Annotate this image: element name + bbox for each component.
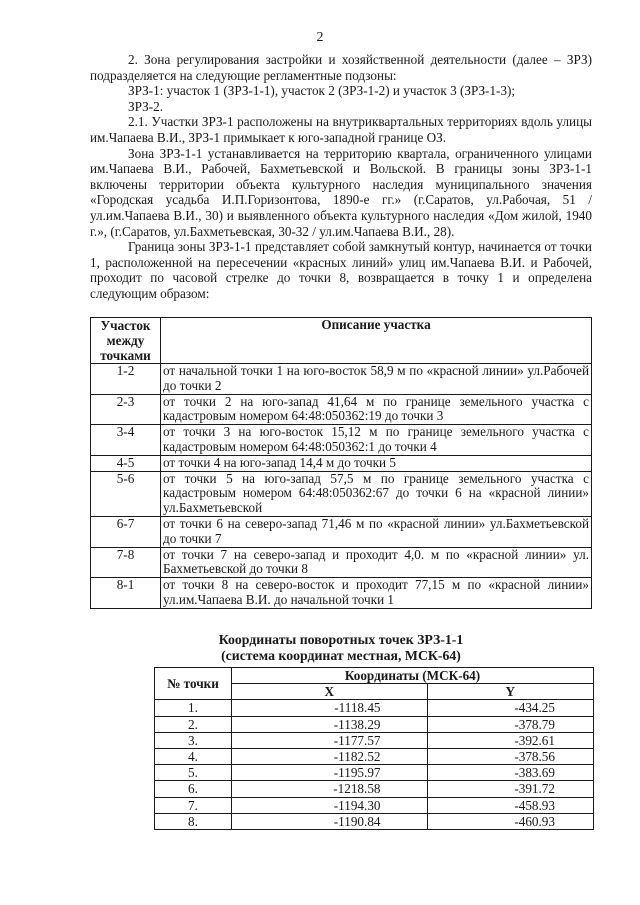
coords-table bbox=[154, 667, 594, 830]
table-row bbox=[91, 364, 592, 395]
y-cell: -392.61 bbox=[427, 732, 593, 748]
segment-cell: 7-8 bbox=[91, 547, 161, 578]
table-row bbox=[155, 716, 594, 732]
point-number-cell: 3. bbox=[155, 732, 232, 748]
header-segment: Участок между точками bbox=[91, 318, 161, 364]
header-coordinates: Координаты (МСК-64) bbox=[232, 668, 594, 684]
description-cell: от точки 3 на юго-восток 15,12 м по границе земельного участка с кадастровым номером 64:48:050362:1 до точки 4 bbox=[161, 425, 592, 456]
y-cell: -434.25 bbox=[427, 700, 593, 716]
point-number-cell: 4. bbox=[155, 749, 232, 765]
x-cell: -1218.58 bbox=[232, 781, 428, 797]
segment-cell: 4-5 bbox=[91, 455, 161, 471]
coords-title bbox=[90, 632, 592, 664]
x-cell: -1190.84 bbox=[232, 813, 428, 829]
segment-cell: 2-3 bbox=[91, 394, 161, 425]
table-row bbox=[155, 797, 594, 813]
paragraph: Зона ЗРЗ-1-1 устанавливается на территорию квартала, ограниченного улицами им.Чапаева В.И., Рабочей, Бахметьевской и Вольской. В границы зоны ЗРЗ-1-1 включены территории объекта культурного наследия муниципального значения «Городская усадьба И.П.Горизонтова, 1890-е гг.» (г.Саратов, ул.Рабочая, 51 / ул.им.Чапаева В.И., 30) и выявленного объекта культурного наследия «Дом жилой, 1940 г.», (г.Саратов, ул.Бахметьевская, 30-32 / ул.им.Чапаева В.И., 28). bbox=[90, 145, 592, 239]
header-x: X bbox=[232, 684, 428, 700]
y-cell: -391.72 bbox=[427, 781, 593, 797]
table-row bbox=[91, 516, 592, 547]
x-cell: -1177.57 bbox=[232, 732, 428, 748]
y-cell: -378.79 bbox=[427, 716, 593, 732]
segment-cell: 5-6 bbox=[91, 471, 161, 516]
segment-cell: 1-2 bbox=[91, 364, 161, 395]
page-number: 2 bbox=[316, 30, 324, 45]
description-cell: от точки 2 на юго-запад 41,64 м по границе земельного участка с кадастровым номером 64:48:050362:19 до точки 3 bbox=[161, 394, 592, 425]
table-row bbox=[91, 578, 592, 609]
y-cell: -378.56 bbox=[427, 749, 593, 765]
table-header-row bbox=[155, 668, 594, 684]
header-y: Y bbox=[427, 684, 593, 700]
sections-table bbox=[90, 317, 592, 609]
y-cell: -460.93 bbox=[427, 813, 593, 829]
header-point-number: № точки bbox=[155, 668, 232, 700]
table-row bbox=[155, 813, 594, 829]
table-row bbox=[91, 547, 592, 578]
coords-subtitle-line: (система координат местная, МСК-64) bbox=[221, 648, 461, 663]
point-number-cell: 2. bbox=[155, 716, 232, 732]
body-text bbox=[90, 52, 592, 302]
point-number-cell: 1. bbox=[155, 700, 232, 716]
x-cell: -1194.30 bbox=[232, 797, 428, 813]
point-number-cell: 8. bbox=[155, 813, 232, 829]
table-row bbox=[155, 765, 594, 781]
x-cell: -1195.97 bbox=[232, 765, 428, 781]
description-cell: от точки 6 на северо-запад 71,46 м по «красной линии» ул.Бахметьевской до точки 7 bbox=[161, 516, 592, 547]
paragraph: ЗРЗ-2. bbox=[128, 98, 163, 114]
table-row bbox=[155, 749, 594, 765]
description-cell: от точки 4 на юго-запад 14,4 м до точки 5 bbox=[161, 455, 592, 471]
y-cell: -458.93 bbox=[427, 797, 593, 813]
header-description: Описание участка bbox=[161, 318, 592, 364]
description-cell: от точки 7 на северо-запад и проходит 4,0. м по «красной линии» ул. Бахметьевской до точки 8 bbox=[161, 547, 592, 578]
table-row bbox=[155, 700, 594, 716]
segment-cell: 3-4 bbox=[91, 425, 161, 456]
point-number-cell: 6. bbox=[155, 781, 232, 797]
description-cell: от начальной точки 1 на юго-восток 58,9 м по «красной линии» ул.Рабочей до точки 2 bbox=[161, 364, 592, 395]
segment-cell: 6-7 bbox=[91, 516, 161, 547]
coords-title-line: Координаты поворотных точек ЗРЗ-1-1 bbox=[218, 632, 464, 647]
y-cell: -383.69 bbox=[427, 765, 593, 781]
paragraph: Граница зоны ЗРЗ-1-1 представляет собой замкнутый контур, начинается от точки 1, расположенной на пересечении «красных линий» улиц им.Чапаева В.И. и Рабочей, проходит по часовой стрелке до точки 8, возвращается в точку 1 и определена следующим образом: bbox=[90, 239, 592, 301]
table-row bbox=[91, 425, 592, 456]
table-row bbox=[155, 732, 594, 748]
x-cell: -1138.29 bbox=[232, 716, 428, 732]
table-row bbox=[91, 394, 592, 425]
point-number-cell: 7. bbox=[155, 797, 232, 813]
paragraph: 2. Зона регулирования застройки и хозяйственной деятельности (далее – ЗРЗ) подразделяется на следующие регламентные подзоны: bbox=[90, 52, 592, 83]
table-header-row bbox=[91, 318, 592, 364]
segment-cell: 8-1 bbox=[91, 578, 161, 609]
description-cell: от точки 8 на северо-восток и проходит 77,15 м по «красной линии» ул.им.Чапаева В.И. до начальной точки 1 bbox=[161, 578, 592, 609]
point-number-cell: 5. bbox=[155, 765, 232, 781]
x-cell: -1118.45 bbox=[232, 700, 428, 716]
table-row bbox=[91, 455, 592, 471]
table-row bbox=[91, 471, 592, 516]
description-cell: от точки 5 на юго-запад 57,5 м по границе земельного участка с кадастровым номером 64:48:050362:67 до точки 6 на «красной линии» ул.Бахметьевской bbox=[161, 471, 592, 516]
table-row bbox=[155, 781, 594, 797]
paragraph: 2.1. Участки ЗРЗ-1 расположены на внутриквартальных территориях вдоль улицы им.Чапаева В.И., ЗРЗ-1 примыкает к юго-западной границе ОЗ. bbox=[90, 114, 592, 145]
x-cell: -1182.52 bbox=[232, 749, 428, 765]
paragraph: ЗРЗ-1: участок 1 (ЗРЗ-1-1), участок 2 (ЗРЗ-1-2) и участок 3 (ЗРЗ-1-3); bbox=[128, 83, 516, 99]
